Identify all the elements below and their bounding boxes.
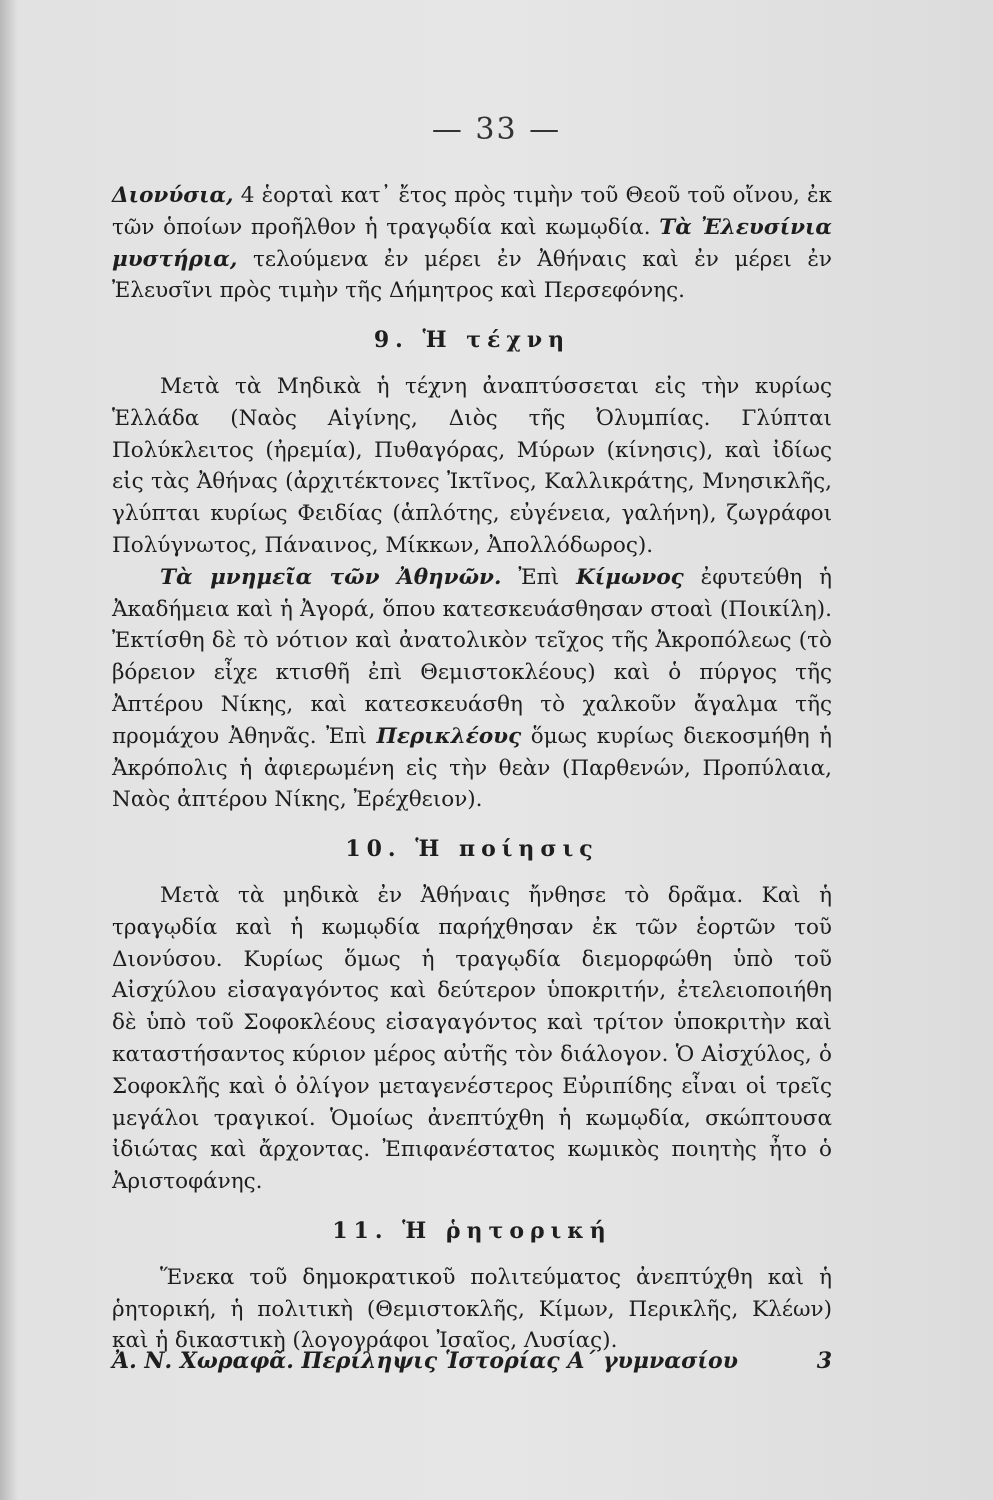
section-11-title: Ἡ ῥητορική	[402, 1217, 612, 1244]
section-11-heading	[112, 1216, 832, 1248]
kimon-term: Κίμωνος	[576, 564, 684, 590]
page-number: — 33 —	[431, 112, 562, 147]
section-9-p2-text-1: Ἐπὶ	[501, 564, 577, 590]
monuments-term: Τὰ μνημεῖα τῶν Ἀθηνῶν.	[160, 564, 502, 590]
section-9-paragraph-2	[112, 562, 832, 816]
pericles-term: Περικλέους	[376, 723, 522, 749]
intro-term-dionysia: Διονύσια,	[112, 183, 234, 208]
section-10-title: Ἡ ποίησις	[415, 836, 599, 863]
body-text	[112, 180, 832, 1357]
section-10-paragraph: Μετὰ τὰ μηδικὰ ἐν Ἀθήναις ἤνθησε τὸ δρᾶμα. Καὶ ἡ τραγῳδία καὶ ἡ κωμῳδία παρήχθησαν ἐκ τῶν ἑορτῶν τοῦ Διονύσου. Κυρίως ὅμως ἡ τραγῳδία διεμορφώθη ὑπὸ τοῦ Αἰσχύλου εἰσαγαγόντος καὶ δεύτερον ὑποκριτήν, ἐτελειοποιήθη δὲ ὑπὸ τοῦ Σοφοκλέους εἰσαγαγόντος καὶ τρίτον ὑποκριτὴν καὶ καταστήσαντος κύριον μέρος αὐτῆς τὸν διάλογον. Ὁ Αἰσχύλος, ὁ Σοφοκλῆς καὶ ὁ ὀλίγον μεταγενέστερος Εὐριπίδης εἶναι οἱ τρεῖς μεγάλοι τραγικοί. Ὁμοίως ἀνεπτύχθη ἡ κωμῳδία, σκώπτουσα ἰδιώτας καὶ ἄρχοντας. Ἐπιφανέστατος κωμικὸς ποιητὴς ἦτο ὁ Ἀριστοφάνης.	[112, 882, 832, 1195]
section-9-heading	[112, 325, 832, 357]
section-11-number: 11.	[332, 1217, 389, 1244]
section-9-paragraph-1: Μετὰ τὰ Μηδικὰ ἡ τέχνη ἀναπτύσσεται εἰς τὴν κυρίως Ἑλλάδα (Ναὸς Αἰγίνης, Διὸς τῆς Ὀλυμπίας. Γλύπται Πολύκλειτος (ἠρεμία), Πυθαγόρας, Μύρων (κίνησις), καὶ ἰδίως εἰς τὰς Ἀθήνας (ἀρχιτέκτονες Ἰκτῖνος, Καλλικράτης, Μνησικλῆς, γλύπται κυρίως Φειδίας (ἁπλότης, εὐγένεια, γαλήνη), ζωγράφοι Πολύγνωτος, Πάναινος, Μίκκων, Ἀπολλόδωρος).	[112, 373, 832, 558]
section-9-p2-text-2: ἐφυτεύθη ἡ Ἀκαδήμεια καὶ ἡ Ἀγορά, ὅπου κατεσκευάσθησαν στοαὶ (Ποικίλη). Ἐκτίσθη δὲ τὸ νότιον καὶ ἀνατολικὸν τεῖχος τῆς Ἀκροπόλεως (τὸ βόρειον εἶχε κτισθῆ ἐπὶ Θεμιστοκλέους) καὶ ὁ πύργος τῆς Ἀπτέρου Νίκης, καὶ κατεσκευάσθη τὸ χαλκοῦν ἄγαλμα τῆς προμάχου Ἀθηνᾶς. Ἐπὶ	[112, 564, 833, 749]
section-10-heading	[112, 834, 832, 866]
intro-text-1: 4 ἑορταὶ κατ᾽ ἔτος πρὸς τιμὴν τοῦ Θεοῦ τοῦ οἴνου, ἐκ τῶν ὁποίων προῆλθον ἡ τραγῳδία καὶ κωμῳδία.	[112, 183, 832, 240]
page-footer	[112, 1348, 832, 1374]
section-9-title: Ἡ τέχνη	[422, 327, 571, 354]
section-9-number: 9.	[373, 327, 409, 354]
intro-term-eleusinia: Τὰ Ἐλευσίνια μυστήρια,	[112, 214, 832, 272]
footer-signature-number: 3	[816, 1348, 832, 1374]
footer-book-title: Ἀ. Ν. Χωραφᾶ. Περίληψις Ἱστορίας Α΄ γυμνασίου	[112, 1348, 738, 1374]
section-9-p2-text-3: ὅμως κυρίως διεκοσμήθη ἡ Ἀκρόπολις ἡ ἀφιερωμένη εἰς τὴν θεὰν (Παρθενών, Προπύλαια, Ναὸς ἀπτέρου Νίκης, Ἐρέχθειον).	[112, 723, 833, 813]
section-10-number: 10.	[345, 836, 402, 863]
intro-text-2: τελούμενα ἐν μέρει ἐν Ἀθήναις καὶ ἐν μέρει ἐν Ἐλευσῖνι πρὸς τιμὴν τῆς Δήμητρος καὶ Περσεφόνης.	[112, 246, 832, 304]
intro-paragraph	[112, 180, 832, 307]
section-11-paragraph: Ἕνεκα τοῦ δημοκρατικοῦ πολιτεύματος ἀνεπτύχθη καὶ ἡ ῥητορική, ἡ πολιτικὴ (Θεμιστοκλῆς, Κίμων, Περικλῆς, Κλέων) καὶ ἡ δικαστικὴ (λογογράφοι Ἰσαῖος, Λυσίας).	[112, 1264, 832, 1354]
